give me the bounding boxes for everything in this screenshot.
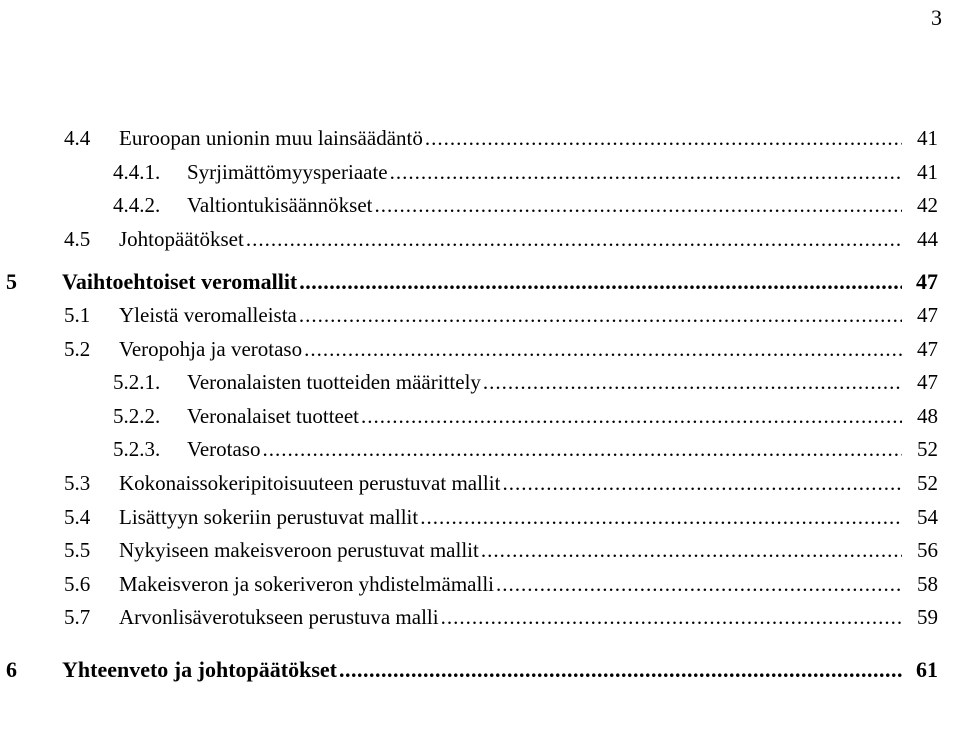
toc-entry-title: Veronalaisten tuotteiden määrittely	[187, 370, 481, 395]
toc-entry[interactable]	[0, 303, 960, 337]
table-of-contents	[0, 126, 960, 691]
toc-entry-number: 4.4.2.	[113, 193, 161, 218]
toc-entry-number: 4.4.1.	[113, 159, 161, 184]
toc-entry-number: 4.5	[64, 226, 91, 251]
toc-entry-number: 5.3	[64, 470, 91, 495]
toc-entry-number: 5.4	[64, 504, 91, 529]
toc-entry-number: 5.6	[64, 571, 91, 596]
toc-entry-title: Valtiontukisäännökset	[187, 193, 373, 218]
toc-entry-title: Verotaso	[187, 437, 261, 462]
toc-entry[interactable]	[0, 337, 960, 371]
toc-entry-title: Kokonaissokeripitoisuuteen perustuvat mallit	[119, 470, 501, 495]
toc-chapter-entry[interactable]	[0, 269, 960, 303]
toc-entry-page: 41	[917, 126, 938, 150]
toc-entry-number: 5.2.2.	[113, 403, 161, 428]
dot-leader	[361, 404, 902, 429]
toc-entry-page: 52	[917, 437, 938, 462]
toc-entry-title: Veropohja ja verotaso	[119, 336, 303, 361]
toc-entry[interactable]	[0, 437, 960, 471]
toc-entry[interactable]	[0, 538, 960, 572]
toc-entry-number: 4.4	[64, 126, 91, 150]
dot-leader	[502, 471, 902, 496]
toc-entry-page: 59	[917, 605, 938, 630]
toc-entry-title: Vaihtoehtoiset veromallit	[62, 269, 298, 295]
toc-entry-title: Nykyiseen makeisveroon perustuvat mallit	[119, 538, 479, 563]
toc-entry-page: 58	[917, 571, 938, 596]
toc-entry-title: Syrjimättömyysperiaate	[187, 159, 388, 184]
toc-entry-page: 47	[916, 269, 938, 295]
toc-entry-page: 47	[917, 370, 938, 395]
dot-leader	[262, 437, 902, 462]
toc-entry[interactable]	[0, 227, 960, 261]
toc-entry[interactable]	[0, 471, 960, 505]
toc-entry-number: 5.7	[64, 605, 91, 630]
dot-leader	[390, 160, 902, 185]
dot-leader	[299, 269, 902, 295]
toc-entry-title: Arvonlisäverotukseen perustuva malli	[119, 605, 439, 630]
toc-entry-number: 6	[6, 656, 17, 682]
toc-entry-page: 56	[917, 538, 938, 563]
toc-entry-title: Yhteenveto ja johtopäätökset	[62, 656, 337, 682]
toc-entry-number: 5.5	[64, 538, 91, 563]
toc-chapter-entry[interactable]	[0, 657, 960, 691]
dot-leader	[496, 572, 902, 597]
toc-entry-page: 44	[917, 226, 938, 251]
dot-leader	[304, 337, 902, 362]
page-number: 3	[931, 5, 942, 30]
toc-entry[interactable]	[0, 370, 960, 404]
dot-leader	[299, 303, 902, 328]
toc-entry-page: 48	[917, 403, 938, 428]
toc-entry-page: 47	[917, 336, 938, 361]
toc-entry[interactable]	[0, 505, 960, 539]
toc-entry-number: 5.2.1.	[113, 370, 161, 395]
dot-leader	[339, 657, 902, 683]
dot-leader	[481, 538, 902, 563]
toc-entry[interactable]	[0, 605, 960, 639]
toc-entry-page: 41	[917, 159, 938, 184]
toc-entry-page: 52	[917, 470, 938, 495]
toc-entry-title: Euroopan unionin muu lainsäädäntö	[119, 126, 423, 150]
dot-leader	[441, 605, 902, 630]
toc-entry-title: Makeisveron ja sokeriveron yhdistelmämalli	[119, 571, 494, 596]
toc-entry-page: 42	[917, 193, 938, 218]
toc-entry-number: 5.2.3.	[113, 437, 161, 462]
toc-entry-number: 5.2	[64, 336, 91, 361]
toc-entry[interactable]	[0, 126, 960, 160]
dot-leader	[483, 370, 902, 395]
toc-entry-title: Veronalaiset tuotteet	[187, 403, 360, 428]
toc-entry-page: 54	[917, 504, 938, 529]
toc-entry[interactable]	[0, 193, 960, 227]
dot-leader	[425, 126, 902, 151]
toc-entry-page: 47	[917, 302, 938, 327]
toc-entry-title: Yleistä veromalleista	[119, 302, 297, 327]
toc-entry-title: Johtopäätökset	[119, 226, 244, 251]
toc-entry-number: 5.1	[64, 302, 91, 327]
toc-entry[interactable]	[0, 160, 960, 194]
toc-entry[interactable]	[0, 572, 960, 606]
toc-entry-title: Lisättyyn sokeriin perustuvat mallit	[119, 504, 419, 529]
dot-leader	[420, 505, 902, 530]
dot-leader	[246, 227, 902, 252]
dot-leader	[374, 193, 902, 218]
toc-entry-page: 61	[916, 656, 938, 682]
toc-entry-number: 5	[6, 269, 17, 295]
toc-entry[interactable]	[0, 404, 960, 438]
